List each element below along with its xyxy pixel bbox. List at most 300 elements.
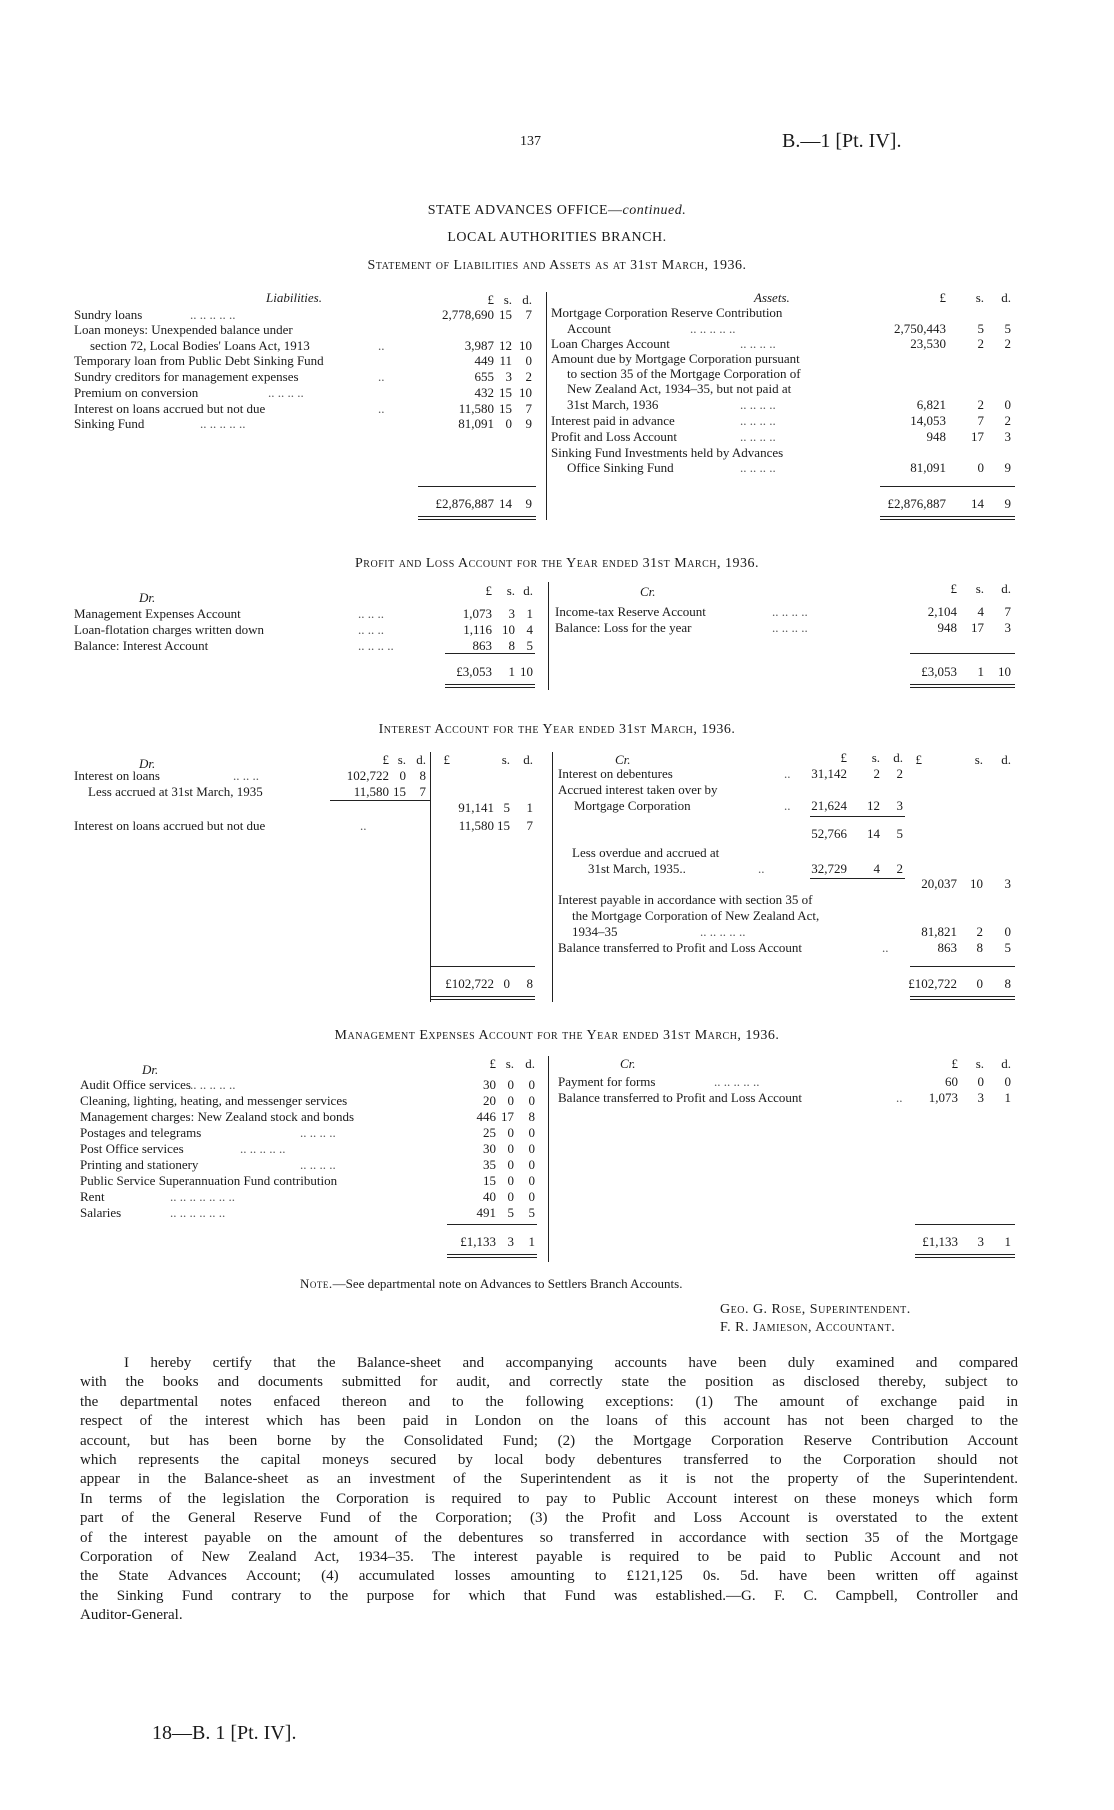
int-inner-head-pence: d.: [416, 752, 426, 767]
mgmt-debit-row-label: Management charges: New Zealand stock and bonds: [80, 1109, 355, 1124]
liab-total-double-rule-1: [418, 516, 536, 517]
certificate-line: of the interest payable on the amount of the debentures so transferred in accordance with section 35 of the Mortgage: [80, 1529, 1018, 1546]
liability-row-shillings: 15: [499, 401, 512, 416]
liab-total-pence: 9: [525, 496, 532, 511]
pl-credit-row-pounds: 948: [937, 620, 957, 635]
liability-row-leader: ..: [378, 338, 385, 353]
pl-debit-row-pence: 4: [526, 622, 533, 637]
balance-sheet-title: Statement of Liabilities and Assets as at 31st March, 1936.: [367, 258, 747, 273]
int-debit-accrued-pence: 7: [526, 818, 533, 833]
mgmt-debit-row-pounds: 20: [483, 1093, 496, 1108]
mgmt-debit-row-pounds: 30: [483, 1141, 496, 1156]
mgmt-dr-head-pence: d.: [525, 1056, 535, 1071]
liab-total-pounds: £2,876,887: [435, 496, 494, 511]
mgmt-debit-row-pence: 8: [528, 1109, 535, 1124]
mgmt-debit-row-shillings: 0: [507, 1173, 514, 1188]
pl-debit-row-shillings: 8: [508, 638, 515, 653]
pl-debit-row-pounds: 1,073: [462, 606, 492, 621]
footer-reference: 18—B. 1 [Pt. IV].: [152, 1722, 297, 1744]
pl-cr-head-pounds: £: [950, 581, 957, 596]
int-inner-head-shillings: s.: [397, 752, 406, 767]
mgmt-cr-double-2: [915, 1257, 1015, 1258]
liability-row-label: Temporary loan from Public Debt Sinking Fund: [74, 353, 324, 368]
liability-row-pounds: 655: [474, 369, 494, 384]
liability-row-leader: ..: [378, 369, 385, 384]
liability-row-label: Sinking Fund: [74, 416, 145, 431]
int-dr-heading: Dr.: [139, 756, 156, 771]
asset-row-pence: 3: [1004, 429, 1011, 444]
int-debit-accrued-label: Interest on loans accrued but not due: [74, 818, 266, 833]
pl-cr-head-pence: d.: [1001, 581, 1011, 596]
certificate-line: I hereby certify that the Balance-sheet and accompanying accounts have been duly examined and compared: [124, 1355, 1018, 1371]
certificate-line: the Sinking Fund contrary to the purpose for which that Fund was established.—G. F. C. Campbell, Controller and: [80, 1587, 1018, 1604]
pl-cr-head-shillings: s.: [975, 581, 984, 596]
mgmt-debit-row-label: Salaries: [80, 1205, 122, 1220]
pl-debit-row-leader: .. .. ..: [358, 622, 384, 637]
mgmt-credit-row-pence: 1: [1004, 1090, 1011, 1105]
int-credit-row-pounds: 31,142: [811, 766, 847, 781]
int-debit-accrued-shillings: 15: [497, 818, 510, 833]
int-less-amt-pence: 2: [896, 861, 903, 876]
certificate-line: In terms of the legislation the Corporation is required to pay to Public Account interest on these moneys which form: [80, 1490, 1018, 1507]
int-debit-row-label: Interest on loans: [74, 768, 160, 783]
pl-credit-row-leader: .. .. .. ..: [772, 604, 808, 619]
mgmt-debit-row-shillings: 0: [507, 1189, 514, 1204]
certificate-line: respect of the interest which has been paid in London on the loans of this account has not been charged to the: [80, 1413, 1018, 1430]
int-dr-net-shillings: 5: [503, 800, 510, 815]
liability-row-pence: 2: [525, 369, 532, 384]
mgmt-credit-row-leader: ..: [896, 1090, 903, 1105]
int-credit-row-label: Interest on debentures: [558, 766, 673, 781]
mgmt-debit-row-leader: .. .. .. ..: [300, 1157, 336, 1172]
int-less-leader: ..: [758, 861, 765, 876]
mgmt-dr-total-rule: [447, 1224, 537, 1225]
int-payable-line-3: 1934–35: [572, 924, 618, 939]
mgmt-debit-row-shillings: 0: [507, 1141, 514, 1156]
asset-row-pence: 5: [1004, 321, 1011, 336]
int-cr-sub-pence: 5: [896, 826, 903, 841]
mgmt-dr-heading: Dr.: [142, 1062, 159, 1077]
int-cr-outer-head-pence: d.: [1001, 752, 1011, 767]
asset-row-label: to section 35 of the Mortgage Corporation of: [567, 366, 801, 381]
int-cr-total-rule: [910, 966, 1015, 967]
asset-row-pounds: 2,750,443: [894, 321, 946, 336]
assets-heading: Assets.: [754, 290, 790, 305]
asset-row-label: 31st March, 1936: [567, 397, 659, 412]
mgmt-debit-row-label: Audit Office services: [80, 1077, 191, 1092]
int-debit-row-leader: .. .. ..: [233, 768, 259, 783]
liability-row-label: Loan moneys: Unexpended balance under: [74, 322, 293, 337]
mgmt-debit-row-pence: 0: [528, 1157, 535, 1172]
mgmt-credit-row-label: Payment for forms: [558, 1074, 656, 1089]
int-cr-double-1: [910, 996, 1015, 997]
document-reference: B.—1 [Pt. IV].: [782, 130, 902, 152]
int-cr-double-2: [910, 999, 1015, 1000]
liability-row-leader: .. .. .. .. ..: [200, 416, 246, 431]
mgmt-cr-double-1: [915, 1254, 1015, 1255]
certificate-line: account, but has been borne by the Consolidated Fund; (2) the Mortgage Corporation Reserve Contribution Account: [80, 1432, 1018, 1449]
liability-row-label: Sundry creditors for management expenses: [74, 369, 299, 384]
mgmt-credit-row-pounds: 60: [945, 1074, 958, 1089]
mgmt-cr-head-pounds: £: [951, 1056, 958, 1071]
int-transfer-row-pounds: 863: [937, 940, 957, 955]
assets-total-double-rule-1: [880, 516, 1015, 517]
certificate-line: the State Advances Account; (4) accumulated losses amounting to £121,125 0s. 5d. have been written off against: [80, 1568, 1018, 1585]
balance-center-rule: [546, 292, 547, 520]
asset-row-pounds: 14,053: [910, 413, 946, 428]
asset-row-pounds: 23,530: [910, 336, 946, 351]
pl-credit-row-label: Balance: Loss for the year: [555, 620, 692, 635]
int-less-amt-shillings: 4: [873, 861, 880, 876]
asset-row-leader: .. .. .. ..: [740, 429, 776, 444]
int-outer-head-pounds: £: [443, 752, 450, 767]
int-credit-row-leader: ..: [784, 798, 791, 813]
liability-row-pounds: 3,987: [464, 338, 494, 353]
mgmt-dr-total-pounds: £1,133: [460, 1234, 496, 1249]
int-dr-total-shillings: 0: [503, 976, 510, 991]
mgmt-debit-row-pounds: 30: [483, 1077, 496, 1092]
mgmt-debit-row-leader: .. .. .. .. .. .. ..: [170, 1189, 235, 1204]
int-debit-row-shillings: 0: [399, 768, 406, 783]
pl-cr-total-shillings: 1: [977, 664, 984, 679]
int-debit-row-shillings: 15: [393, 784, 406, 799]
mgmt-debit-row-label: Post Office services: [80, 1141, 184, 1156]
assets-total-pence: 9: [1004, 496, 1011, 511]
pl-credit-row-pence: 3: [1004, 620, 1011, 635]
pl-debit-row-leader: .. .. .. ..: [358, 638, 394, 653]
assets-total-rule: [880, 486, 1015, 487]
pl-debit-row-pence: 5: [526, 638, 533, 653]
pl-cr-total-pence: 10: [998, 664, 1011, 679]
liability-row-pounds: 449: [474, 353, 494, 368]
mgmt-debit-row-shillings: 0: [507, 1093, 514, 1108]
mgmt-debit-row-pence: 0: [528, 1141, 535, 1156]
int-cr-inner-head-pounds: £: [840, 750, 847, 765]
pl-debit-row-label: Management Expenses Account: [74, 606, 241, 621]
pl-dr-head-shillings: s.: [506, 583, 515, 598]
liability-row-shillings: 12: [499, 338, 512, 353]
mgmt-cr-heading: Cr.: [620, 1056, 636, 1071]
mgmt-credit-row-shillings: 3: [977, 1090, 984, 1105]
assets-total-double-rule-2: [880, 519, 1015, 520]
pl-dr-double-2: [445, 687, 535, 688]
int-credit-row-pence: 2: [896, 766, 903, 781]
int-inner-head-pounds: £: [382, 752, 389, 767]
int-cr-inner-head-shillings: s.: [871, 750, 880, 765]
pl-cr-total-pounds: £3,053: [921, 664, 957, 679]
mgmt-dr-head-shillings: s.: [505, 1056, 514, 1071]
mgmt-debit-row-label: Postages and telegrams: [80, 1125, 202, 1140]
asset-row-label: Profit and Loss Account: [551, 429, 678, 444]
int-less-amt-pounds: 32,729: [811, 861, 847, 876]
int-dr-net-pounds: 91,141: [458, 800, 494, 815]
liability-row-pence: 10: [519, 338, 532, 353]
liability-row-pence: 7: [525, 307, 532, 322]
asset-row-shillings: 2: [977, 336, 984, 351]
int-payable-amt-pence: 0: [1004, 924, 1011, 939]
liab-head-shillings: s.: [503, 292, 512, 307]
asset-row-label: Mortgage Corporation Reserve Contribution: [551, 305, 783, 320]
mgmt-debit-row-pounds: 35: [483, 1157, 496, 1172]
asset-row-shillings: 17: [971, 429, 984, 444]
mgmt-title: Management Expenses Account for the Year ended 31st March, 1936.: [334, 1028, 780, 1043]
asset-row-leader: .. .. .. .. ..: [690, 321, 736, 336]
pl-title: Profit and Loss Account for the Year ended 31st March, 1936.: [355, 556, 759, 571]
liability-row-pounds: 81,091: [458, 416, 494, 431]
asset-row-label: Interest paid in advance: [551, 413, 675, 428]
int-credit-row-pounds: 21,624: [811, 798, 847, 813]
mgmt-credit-row-label: Balance transferred to Profit and Loss Account: [558, 1090, 803, 1105]
int-cr-total-pence: 8: [1004, 976, 1011, 991]
asset-row-label: Account: [567, 321, 612, 336]
pl-debit-row-pounds: 1,116: [463, 622, 492, 637]
mgmt-credit-row-pence: 0: [1004, 1074, 1011, 1089]
mgmt-debit-row-label: Cleaning, lighting, heating, and messenger services: [80, 1093, 348, 1108]
certificate-line: which represents the capital moneys secured by local body debentures transferred to the Corporation should not: [80, 1452, 1018, 1468]
certificate-line: part of the General Reserve Fund of the Corporation; (3) the Profit and Loss Account is overstated to the extent: [80, 1510, 1018, 1527]
asset-row-leader: .. .. .. ..: [740, 336, 776, 351]
mgmt-dr-double-2: [447, 1257, 537, 1258]
pl-credit-row-shillings: 4: [977, 604, 984, 619]
pl-dr-total-rule: [445, 653, 535, 654]
asset-row-shillings: 0: [977, 460, 984, 475]
liab-total-double-rule-2: [418, 519, 536, 520]
int-dr-double-1: [430, 996, 535, 997]
int-center-rule-2: [552, 752, 553, 1002]
liability-row-leader: .. .. .. .. ..: [190, 307, 236, 322]
int-cr-sub-rule: [810, 816, 905, 817]
liability-row-shillings: 15: [499, 385, 512, 400]
mgmt-debit-row-shillings: 0: [507, 1077, 514, 1092]
mgmt-dr-total-pence: 1: [528, 1234, 535, 1249]
asset-row-shillings: 7: [977, 413, 984, 428]
int-payable-amt-shillings: 2: [976, 924, 983, 939]
int-cr-sub-pounds: 52,766: [811, 826, 847, 841]
asset-row-label: Sinking Fund Investments held by Advances: [551, 445, 784, 460]
int-cr-inner-head-pence: d.: [893, 750, 903, 765]
pl-dr-heading: Dr.: [139, 590, 156, 605]
asset-row-label: Amount due by Mortgage Corporation pursuant: [551, 351, 800, 366]
assets-head-pence: d.: [1001, 290, 1011, 305]
asset-row-pence: 2: [1004, 413, 1011, 428]
pl-center-rule: [548, 582, 549, 690]
mgmt-credit-row-pounds: 1,073: [928, 1090, 958, 1105]
asset-row-pence: 9: [1004, 460, 1011, 475]
int-less-line-1: Less overdue and accrued at: [572, 845, 720, 860]
pl-credit-row-label: Income-tax Reserve Account: [555, 604, 706, 619]
mgmt-cr-total-rule: [915, 1224, 1015, 1225]
mgmt-debit-row-pence: 0: [528, 1093, 535, 1108]
asset-row-leader: .. .. .. ..: [740, 413, 776, 428]
assets-total-pounds: £2,876,887: [887, 496, 946, 511]
pl-debit-row-pence: 1: [526, 606, 533, 621]
pl-credit-row-shillings: 17: [971, 620, 984, 635]
liability-row-leader: ..: [378, 401, 385, 416]
mgmt-cr-total-pence: 1: [1004, 1234, 1011, 1249]
mgmt-debit-row-shillings: 0: [507, 1125, 514, 1140]
int-debit-row-pounds: 102,722: [346, 768, 389, 783]
mgmt-center-rule: [548, 1056, 549, 1262]
liability-row-shillings: 3: [505, 369, 512, 384]
pl-debit-row-label: Balance: Interest Account: [74, 638, 209, 653]
mgmt-debit-row-label: Rent: [80, 1189, 105, 1204]
liability-row-pounds: 11,580: [458, 401, 494, 416]
pl-debit-row-label: Loan-flotation charges written down: [74, 622, 265, 637]
int-dr-total-pounds: £102,722: [445, 976, 494, 991]
int-cr-heading: Cr.: [615, 752, 631, 767]
asset-row-pounds: 948: [926, 429, 946, 444]
liability-row-label: section 72, Local Bodies' Loans Act, 1913: [90, 338, 310, 353]
mgmt-debit-row-pence: 0: [528, 1077, 535, 1092]
int-debit-accrued-leader: ..: [360, 818, 367, 833]
int-cr-net-shillings: 10: [970, 876, 983, 891]
mgmt-debit-row-pounds: 25: [483, 1125, 496, 1140]
mgmt-debit-row-pounds: 15: [483, 1173, 496, 1188]
asset-row-shillings: 2: [977, 397, 984, 412]
liability-row-pounds: 432: [474, 385, 494, 400]
mgmt-debit-row-shillings: 17: [501, 1109, 514, 1124]
liability-row-shillings: 11: [499, 353, 512, 368]
int-transfer-row-pence: 5: [1004, 940, 1011, 955]
liab-head-pounds: £: [487, 292, 494, 307]
int-transfer-row-leader: ..: [882, 940, 889, 955]
pl-credit-row-pounds: 2,104: [927, 604, 957, 619]
asset-row-shillings: 5: [977, 321, 984, 336]
pl-debit-row-pounds: 863: [472, 638, 492, 653]
pl-debit-row-shillings: 10: [502, 622, 515, 637]
liability-row-pence: 0: [525, 353, 532, 368]
liability-row-label: Sundry loans: [74, 307, 143, 322]
int-payable-amt-pounds: 81,821: [921, 924, 957, 939]
int-payable-leader: .. .. .. .. ..: [700, 924, 746, 939]
int-outer-head-pence: d.: [523, 752, 533, 767]
int-debit-row-pence: 7: [419, 784, 426, 799]
page-number: 137: [520, 134, 541, 149]
pl-dr-head-pence: d.: [523, 583, 533, 598]
asset-row-pounds: 81,091: [910, 460, 946, 475]
mgmt-cr-total-shillings: 3: [977, 1234, 984, 1249]
mgmt-debit-row-leader: .. .. .. .. ..: [240, 1141, 286, 1156]
int-cr-sub-shillings: 14: [867, 826, 880, 841]
mgmt-cr-head-pence: d.: [1001, 1056, 1011, 1071]
int-dr-net-pence: 1: [526, 800, 533, 815]
liability-row-pence: 9: [525, 416, 532, 431]
int-transfer-row-shillings: 8: [976, 940, 983, 955]
mgmt-credit-row-shillings: 0: [977, 1074, 984, 1089]
mgmt-debit-row-pounds: 40: [483, 1189, 496, 1204]
mgmt-debit-row-pence: 5: [528, 1205, 535, 1220]
mgmt-debit-row-pence: 0: [528, 1173, 535, 1188]
int-credit-row-label: Accrued interest taken over by: [558, 782, 718, 797]
mgmt-debit-row-label: Printing and stationery: [80, 1157, 199, 1172]
pl-cr-heading: Cr.: [640, 584, 656, 599]
asset-row-label: Loan Charges Account: [551, 336, 670, 351]
int-dr-double-2: [430, 999, 535, 1000]
pl-dr-double-1: [445, 684, 535, 685]
asset-row-leader: .. .. .. ..: [740, 460, 776, 475]
mgmt-debit-row-pounds: 491: [476, 1205, 496, 1220]
asset-row-label: New Zealand Act, 1934–35, but not paid at: [567, 381, 792, 396]
certificate-line: with the books and documents submitted for audit, and correctly state the position as disclosed thereby, subject to: [80, 1374, 1018, 1391]
int-credit-row-label: Mortgage Corporation: [574, 798, 691, 813]
mgmt-debit-row-leader: .. .. .. ..: [300, 1125, 336, 1140]
pl-dr-total-pence: 10: [520, 664, 533, 679]
int-payable-line-2: the Mortgage Corporation of New Zealand Act,: [572, 908, 820, 923]
mgmt-debit-row-pence: 0: [528, 1189, 535, 1204]
int-debit-row-pounds: 11,580: [353, 784, 389, 799]
pl-dr-total-pounds: £3,053: [456, 664, 492, 679]
pl-cr-double-1: [910, 684, 1015, 685]
int-dr-total-pence: 8: [526, 976, 533, 991]
int-cr-total-pounds: £102,722: [908, 976, 957, 991]
int-credit-row-leader: ..: [784, 766, 791, 781]
int-cr-outer-head-shillings: s.: [974, 752, 983, 767]
pl-credit-row-pence: 7: [1004, 604, 1011, 619]
pl-debit-row-shillings: 3: [508, 606, 515, 621]
mgmt-credit-row-leader: .. .. .. .. ..: [714, 1074, 760, 1089]
certificate-line: Corporation of New Zealand Act, 1934–35. The interest payable is required to be paid to Public Account and not: [80, 1549, 1018, 1565]
int-cr-net-pounds: 20,037: [921, 876, 957, 891]
asset-row-label: Office Sinking Fund: [567, 460, 674, 475]
int-transfer-row-label: Balance transferred to Profit and Loss Account: [558, 940, 803, 955]
mgmt-cr-total-pounds: £1,133: [922, 1234, 958, 1249]
certificate-line: the departmental notes enfaced thereon and to the following exceptions: (1) The amount of exchange paid in: [80, 1393, 1018, 1410]
pl-dr-head-pounds: £: [485, 583, 492, 598]
int-payable-line-1: Interest payable in accordance with section 35 of: [558, 892, 813, 907]
int-debit-row-pence: 8: [419, 768, 426, 783]
int-credit-row-shillings: 12: [867, 798, 880, 813]
office-title: STATE ADVANCES OFFICE—continued.: [427, 203, 687, 218]
liability-row-pounds: 2,778,690: [442, 307, 494, 322]
asset-row-pounds: 6,821: [916, 397, 946, 412]
int-debit-row-label: Less accrued at 31st March, 1935: [88, 784, 263, 799]
int-less-line-2: 31st March, 1935..: [588, 861, 686, 876]
signature-superintendent: Geo. G. Rose, Superintendent.: [720, 1302, 911, 1317]
mgmt-dr-double-1: [447, 1254, 537, 1255]
asset-row-pence: 2: [1004, 336, 1011, 351]
int-cr-outer-head-pounds: £: [915, 752, 922, 767]
int-debit-accrued-pounds: 11,580: [458, 818, 494, 833]
int-center-rule-1: [430, 752, 431, 1002]
mgmt-debit-row-pounds: 446: [476, 1109, 496, 1124]
interest-title: Interest Account for the Year ended 31st March, 1936.: [378, 722, 736, 737]
mgmt-debit-row-label: Public Service Superannuation Fund contribution: [80, 1173, 338, 1188]
asset-row-pence: 0: [1004, 397, 1011, 412]
liability-row-shillings: 0: [505, 416, 512, 431]
certificate-line: Auditor-General.: [80, 1607, 183, 1624]
int-dr-total-rule: [430, 966, 535, 967]
pl-cr-total-rule: [910, 653, 1015, 654]
mgmt-debit-row-shillings: 5: [507, 1205, 514, 1220]
liab-total-shillings: 14: [499, 496, 512, 511]
branch-title: LOCAL AUTHORITIES BRANCH.: [447, 230, 667, 245]
liability-row-label: Interest on loans accrued but not due: [74, 401, 266, 416]
liab-total-rule: [418, 486, 536, 487]
note: Note.—See departmental note on Advances to Settlers Branch Accounts.: [300, 1276, 683, 1291]
pl-credit-row-leader: .. .. .. ..: [772, 620, 808, 635]
assets-head-pounds: £: [939, 290, 946, 305]
int-cr-net-pence: 3: [1004, 876, 1011, 891]
mgmt-debit-row-shillings: 0: [507, 1157, 514, 1172]
liability-row-leader: .. .. .. ..: [268, 385, 304, 400]
assets-total-shillings: 14: [971, 496, 984, 511]
int-cr-total-shillings: 0: [976, 976, 983, 991]
certificate-line: appear in the Balance-sheet as an investment of the Superintendent as it is not the property of the Superintendent.: [80, 1471, 1018, 1488]
asset-row-leader: .. .. .. ..: [740, 397, 776, 412]
liability-row-pence: 10: [519, 385, 532, 400]
mgmt-debit-row-leader: .. .. .. .. ..: [190, 1077, 236, 1092]
liabilities-heading: Liabilities.: [266, 290, 322, 305]
